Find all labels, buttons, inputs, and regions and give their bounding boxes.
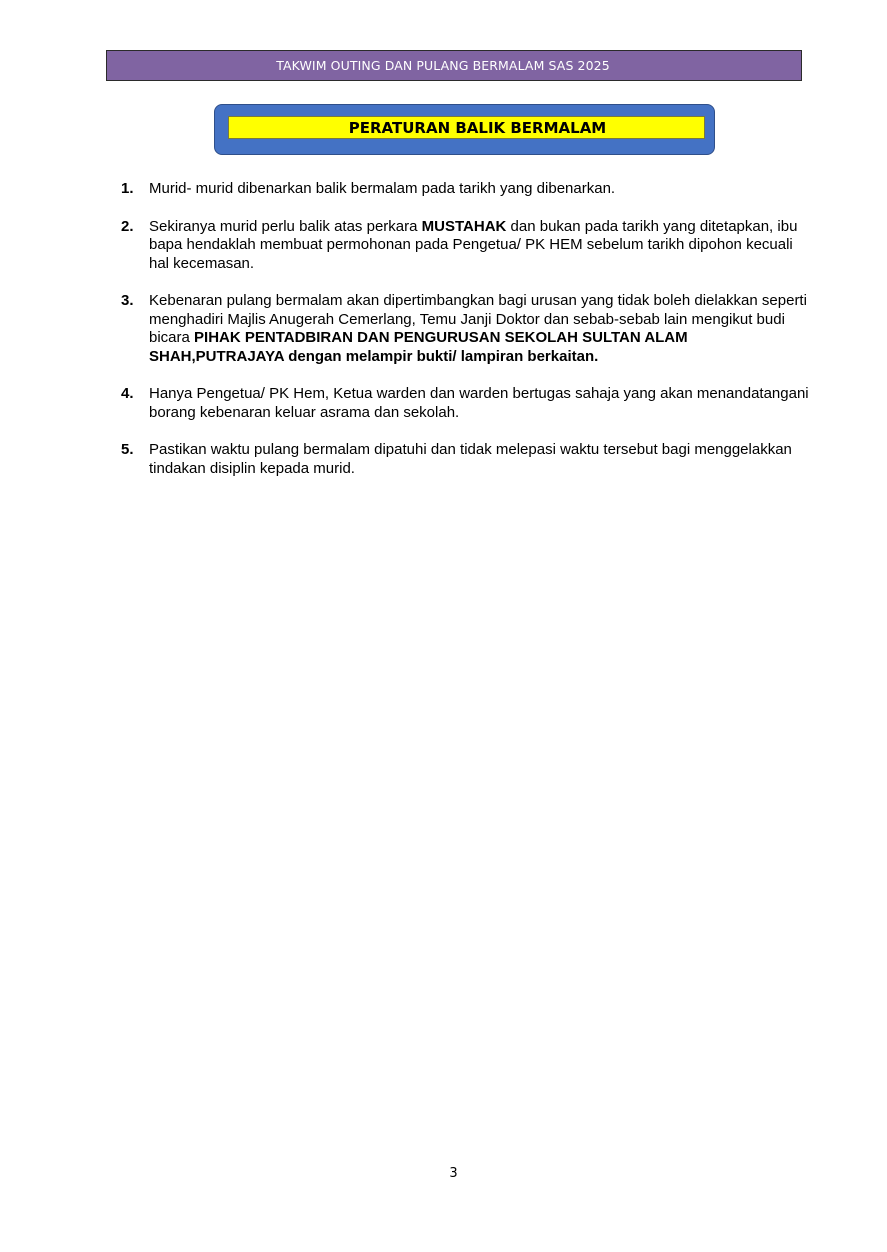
header-banner [106, 50, 802, 81]
rule-number: 1. [121, 180, 134, 197]
section-title: PERATURAN BALIK BERMALAM [348, 118, 607, 137]
rule-text: Murid- murid dibenarkan balik bermalam pada tarikh yang dibenarkan. [149, 180, 616, 197]
rule-emphasis: MUSTAHAK [421, 217, 507, 235]
rule-text: Pastikan waktu pulang bermalam dipatuhi dan tidak melepasi waktu tersebut bagi menggelakkan tindakan disiplin kepada murid. [149, 441, 792, 477]
rule-number: 5. [121, 441, 134, 458]
page-number: 3 [449, 1166, 458, 1181]
section-title-highlight [228, 116, 705, 139]
rule-item [121, 441, 811, 478]
rule-text: Hanya Pengetua/ PK Hem, Ketua warden dan warden bertugas sahaja yang akan menandatangani borang kebenaran keluar asrama dan sekolah. [149, 385, 809, 421]
header-title: TAKWIM OUTING DAN PULANG BERMALAM SAS 2025 [276, 58, 610, 73]
rule-text: Kebenaran pulang bermalam akan dipertimbangkan bagi urusan yang tidak boleh dielakkan seperti menghadiri Majlis Anugerah Cemerlang, Temu Janji Doktor dan sebab-sebab lain mengikut budi bicara PIHAK PENTADBIRAN DAN PENGURUSAN SEKOLAH SULTAN ALAM SHAH,PUTRAJAYA dengan melampir bukti/ lampiran berkaitan. [149, 292, 807, 365]
rules-list [121, 180, 811, 478]
rule-item [121, 180, 811, 199]
rule-number: 2. [121, 217, 134, 235]
rule-item [121, 385, 811, 422]
rule-emphasis: PIHAK PENTADBIRAN DAN PENGURUSAN SEKOLAH SULTAN ALAM SHAH,PUTRAJAYA dengan melampir bukti/ lampiran berkaitan. [149, 329, 688, 365]
rule-number: 4. [121, 385, 134, 402]
rule-item [121, 292, 811, 366]
rule-number: 3. [121, 292, 134, 309]
section-title-box [214, 104, 715, 155]
rule-item [121, 218, 811, 274]
rule-text: Sekiranya murid perlu balik atas perkara MUSTAHAK dan bukan pada tarikh yang ditetapkan, ibu bapa hendaklah membuat permohonan pada Pengetua/ PK HEM sebelum tarikh dipohon kecuali hal kecemasan. [149, 217, 798, 272]
